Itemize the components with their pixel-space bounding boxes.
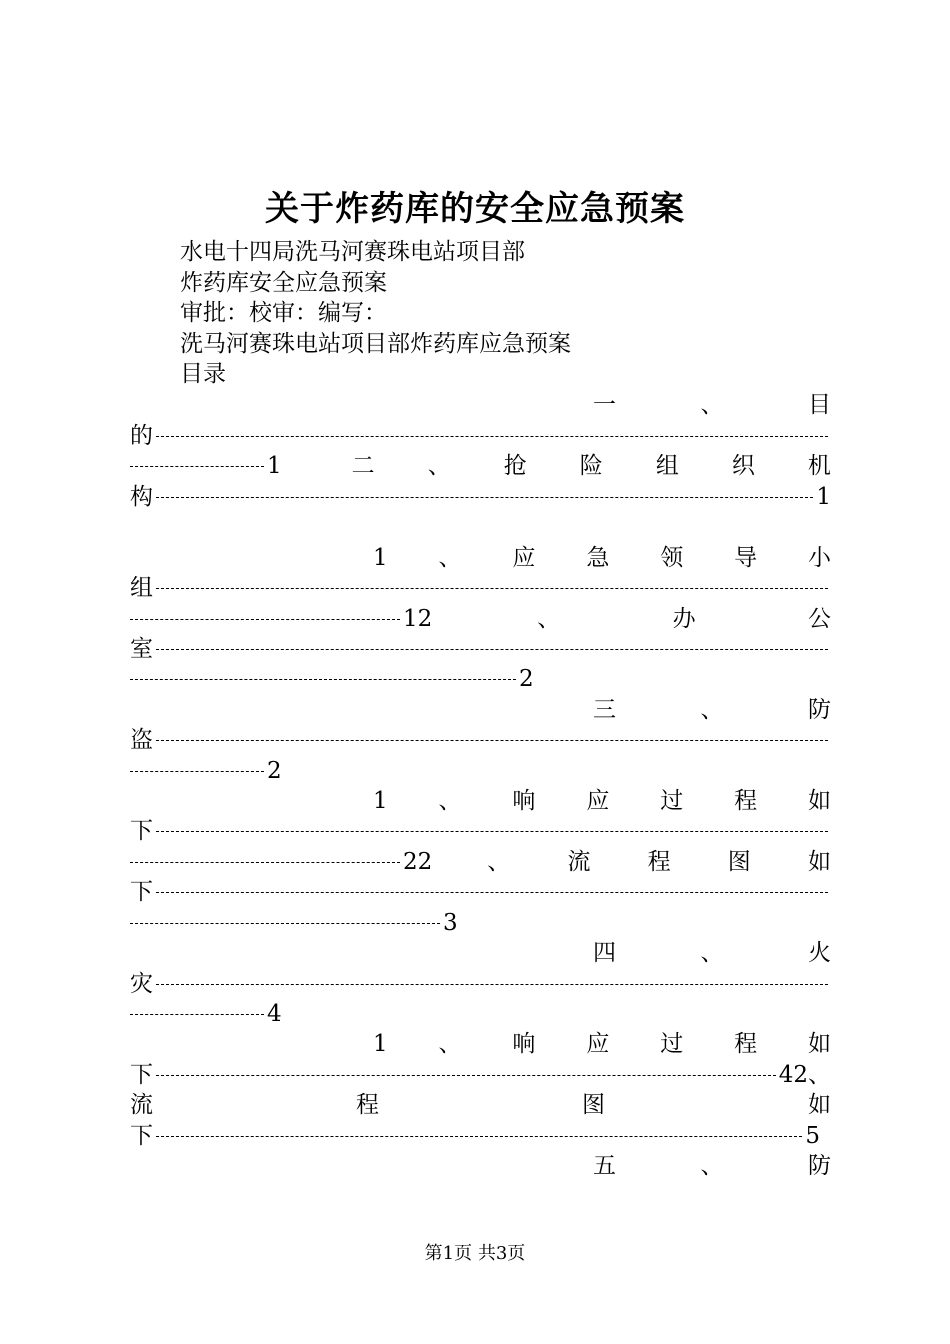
toc-text: 的 (130, 423, 153, 449)
toc-leader (130, 679, 516, 680)
toc-text: 领 (660, 545, 684, 571)
toc-text: 、 (438, 1031, 462, 1057)
toc-row (130, 1090, 831, 1120)
toc-leader (130, 1014, 264, 1015)
toc-text: 、 (700, 1153, 724, 1179)
toc-page-number: 2 (519, 666, 534, 692)
toc-leader (130, 466, 264, 467)
toc-row (130, 664, 831, 694)
toc-row (130, 969, 831, 999)
toc-row (130, 725, 831, 755)
toc-leader (156, 831, 828, 832)
toc-row (593, 938, 831, 968)
toc-text-group (537, 604, 831, 634)
approval-line: 审批：校审：编写： (180, 300, 387, 326)
toc-row (373, 543, 831, 573)
toc-leader (156, 1136, 802, 1137)
toc-leader (156, 1075, 776, 1076)
toc-row (130, 908, 831, 938)
toc-text: 办 (672, 606, 696, 632)
toc-page-number: 12 (403, 606, 433, 632)
toc-row (130, 482, 831, 512)
toc-text: 响 (512, 1031, 536, 1057)
toc-row (130, 877, 831, 907)
toc-text: 构 (130, 484, 153, 510)
toc-leader (130, 771, 264, 772)
toc-text: 盗 (130, 727, 153, 753)
toc-row (373, 786, 831, 816)
toc-text: 图 (582, 1092, 605, 1118)
toc-row (130, 604, 831, 634)
toc-text: 、 (427, 453, 451, 479)
toc-text: 应 (512, 545, 536, 571)
toc-text: 防 (808, 1153, 831, 1179)
toc-text-group (352, 451, 831, 481)
plan-name: 炸药库安全应急预案 (180, 270, 387, 296)
toc-text: 程 (734, 788, 758, 814)
toc-text: 如 (807, 1031, 831, 1057)
toc-text: 织 (731, 453, 755, 479)
toc-text: 目 (808, 392, 831, 418)
toc-text: 响 (512, 788, 536, 814)
toc-text: 下 (130, 1123, 153, 1149)
toc-text: 组 (655, 453, 679, 479)
toc-text: 过 (660, 1031, 684, 1057)
toc-text: 下 (130, 1062, 153, 1088)
toc-leader (130, 862, 400, 863)
toc-row (130, 816, 831, 846)
toc-page-number: 1 (816, 484, 831, 510)
toc-page-number: 5 (805, 1123, 820, 1149)
toc-page-number: 1 (267, 453, 282, 479)
toc-leader (156, 740, 828, 741)
toc-heading: 目录 (180, 361, 226, 387)
toc-text: 急 (586, 545, 610, 571)
toc-leader (156, 892, 828, 893)
toc-text: 机 (807, 453, 831, 479)
toc-text: 、 (537, 606, 561, 632)
toc-text: 二 (351, 453, 375, 479)
toc-text: 火 (808, 940, 831, 966)
toc-row (130, 573, 831, 603)
toc-row (130, 999, 831, 1029)
toc-text: 、 (438, 788, 462, 814)
toc-text: 1 (373, 788, 388, 814)
toc-text: 四 (593, 940, 616, 966)
toc-row (593, 390, 831, 420)
toc-text: 应 (586, 1031, 610, 1057)
toc-page-number: 22 (403, 849, 433, 875)
toc-text: 流 (130, 1092, 153, 1118)
toc-row (130, 1060, 831, 1090)
toc-text: 公 (808, 606, 831, 632)
toc-row (130, 847, 831, 877)
toc-text: 一 (593, 392, 616, 418)
toc-text: 程 (647, 849, 671, 875)
toc-text: 如 (808, 1092, 831, 1118)
toc-page-number: 3 (443, 910, 458, 936)
toc-row (593, 1151, 831, 1181)
toc-leader (156, 984, 828, 985)
toc-text: 五 (593, 1153, 616, 1179)
toc-page-number: 4 (267, 1001, 282, 1027)
toc-leader (156, 436, 828, 437)
toc-text: 室 (130, 636, 153, 662)
toc-text: 、 (487, 849, 511, 875)
toc-text: 过 (660, 788, 684, 814)
toc-text: 如 (807, 849, 831, 875)
toc-row (373, 1029, 831, 1059)
toc-row (130, 421, 831, 451)
toc-leader (130, 923, 440, 924)
toc-text: 三 (593, 697, 616, 723)
toc-text: 程 (356, 1092, 379, 1118)
toc-text: 导 (734, 545, 758, 571)
toc-leader (156, 588, 828, 589)
toc-page-number: 2 (267, 758, 282, 784)
toc-text: 下 (130, 879, 153, 905)
toc-leader (156, 497, 813, 498)
toc-text: 险 (579, 453, 603, 479)
toc-text: 灾 (130, 971, 153, 997)
toc-text: 下 (130, 818, 153, 844)
toc-row (130, 1121, 820, 1151)
toc-leader (130, 619, 400, 620)
toc-text: 图 (727, 849, 751, 875)
toc-text: 组 (130, 575, 153, 601)
org-name: 水电十四局洗马河赛珠电站项目部 (180, 239, 525, 265)
toc-leader (156, 649, 828, 650)
toc-text-group (487, 847, 831, 877)
toc-text: 防 (808, 697, 831, 723)
toc-text: 小 (807, 545, 831, 571)
toc-text: 、 (700, 392, 724, 418)
toc-text: 、 (700, 940, 724, 966)
plan-full-name: 洗马河赛珠电站项目部炸药库应急预案 (180, 331, 571, 357)
toc-text: 1 (373, 1031, 388, 1057)
toc-page-number: 42、 (778, 1062, 831, 1088)
toc-row (130, 756, 831, 786)
page-footer: 第1页 共3页 (424, 1243, 526, 1264)
toc-text: 、 (438, 545, 462, 571)
toc-text: 1 (373, 545, 388, 571)
toc-text: 如 (807, 788, 831, 814)
toc-text: 程 (734, 1031, 758, 1057)
toc-text: 、 (700, 697, 724, 723)
toc-row (593, 695, 831, 725)
toc-row (130, 451, 831, 481)
document-title: 关于炸药库的安全应急预案 (265, 189, 685, 229)
toc-row (130, 634, 831, 664)
toc-text: 抢 (503, 453, 527, 479)
toc-text: 流 (567, 849, 591, 875)
toc-text: 应 (586, 788, 610, 814)
